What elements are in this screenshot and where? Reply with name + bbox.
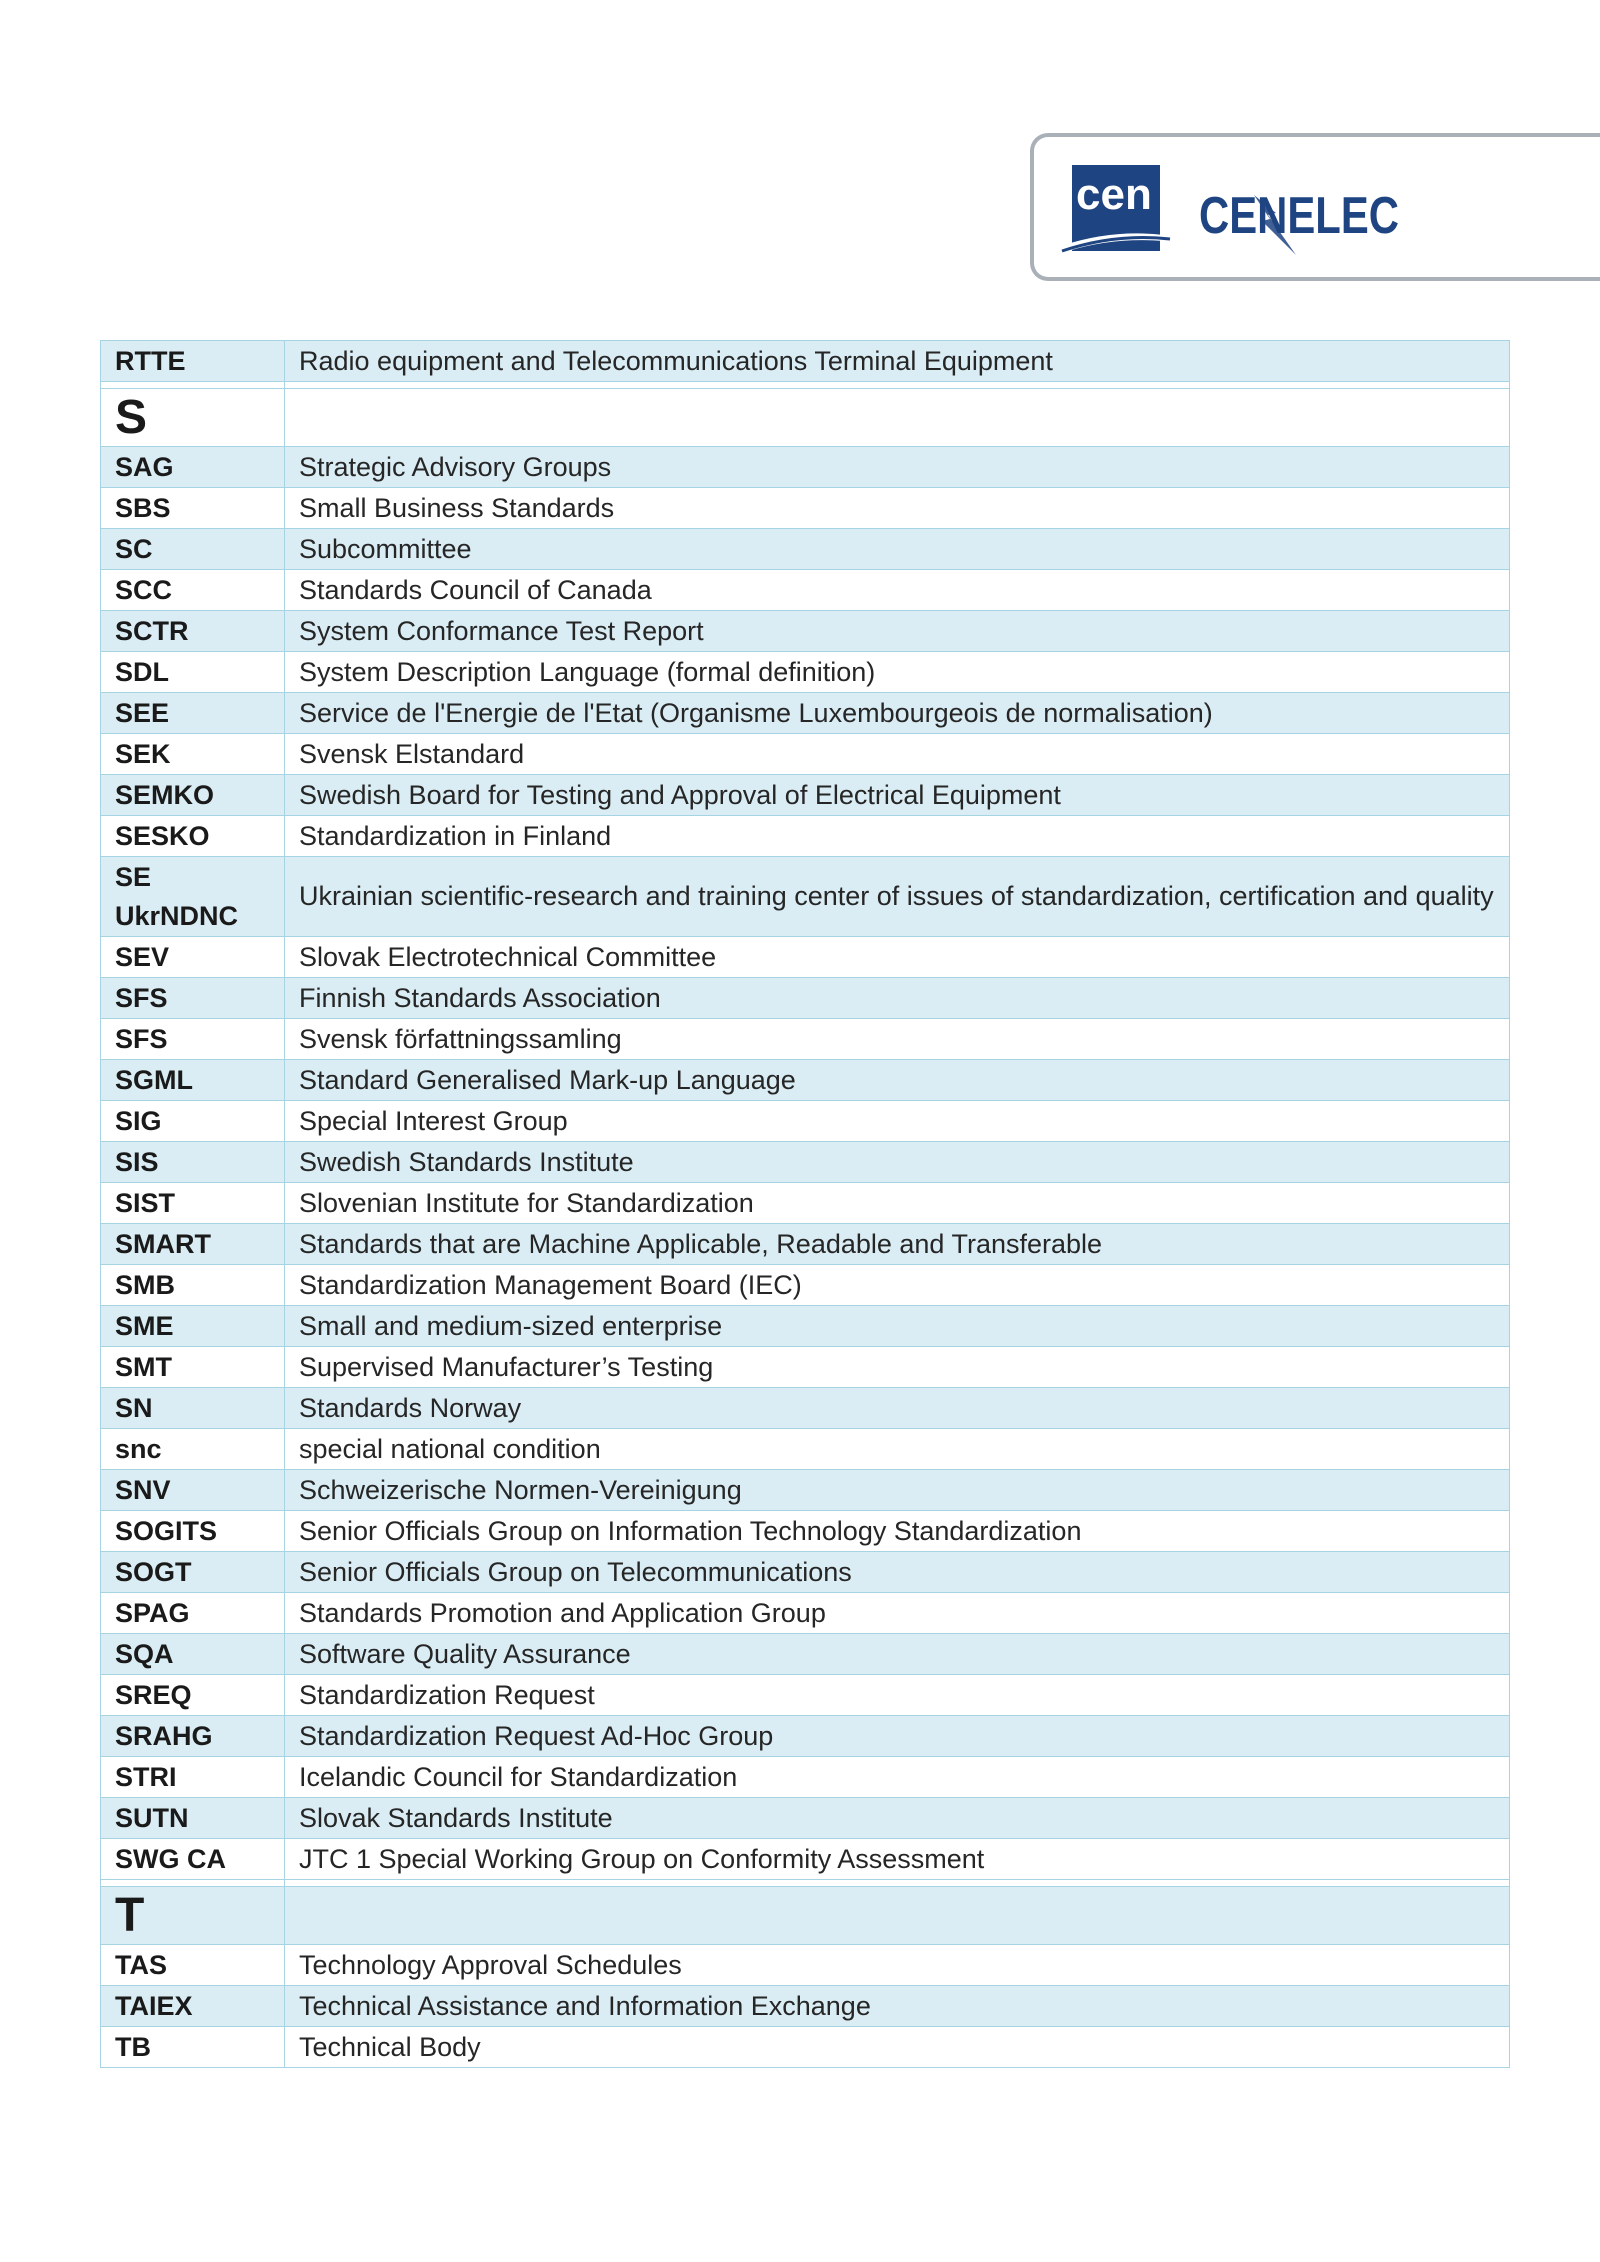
definition-cell: Finnish Standards Association bbox=[285, 978, 1510, 1019]
definition-cell: Radio equipment and Telecommunications Terminal Equipment bbox=[285, 341, 1510, 382]
definition-cell: Small and medium-sized enterprise bbox=[285, 1306, 1510, 1347]
table-row bbox=[101, 1019, 1510, 1060]
definition-cell: Supervised Manufacturer’s Testing bbox=[285, 1347, 1510, 1388]
definition-cell: Strategic Advisory Groups bbox=[285, 447, 1510, 488]
table-row bbox=[101, 775, 1510, 816]
row-divider bbox=[285, 382, 1510, 389]
definition-cell: Senior Officials Group on Telecommunications bbox=[285, 1552, 1510, 1593]
abbreviation-cell: SN bbox=[101, 1388, 285, 1429]
definition-cell: Schweizerische Normen-Vereinigung bbox=[285, 1470, 1510, 1511]
abbreviation-cell: SUTN bbox=[101, 1798, 285, 1839]
table-row bbox=[101, 1388, 1510, 1429]
abbreviation-cell: SIS bbox=[101, 1142, 285, 1183]
definition-cell: Software Quality Assurance bbox=[285, 1634, 1510, 1675]
abbreviation-cell: SIG bbox=[101, 1101, 285, 1142]
definition-cell: Technical Body bbox=[285, 2027, 1510, 2068]
abbreviation-cell: SFS bbox=[101, 1019, 285, 1060]
abbreviation-cell: SEE bbox=[101, 693, 285, 734]
definition-cell: Standards Promotion and Application Group bbox=[285, 1593, 1510, 1634]
table-row bbox=[101, 1634, 1510, 1675]
definition-cell: Standards Council of Canada bbox=[285, 570, 1510, 611]
definition-cell: Service de l'Energie de l'Etat (Organisme Luxembourgeois de normalisation) bbox=[285, 693, 1510, 734]
table-row bbox=[101, 652, 1510, 693]
abbreviation-cell: SGML bbox=[101, 1060, 285, 1101]
table-row bbox=[101, 1060, 1510, 1101]
table-row bbox=[101, 570, 1510, 611]
section-letter-blank bbox=[285, 389, 1510, 447]
definition-cell: Senior Officials Group on Information Technology Standardization bbox=[285, 1511, 1510, 1552]
abbreviation-cell: STRI bbox=[101, 1757, 285, 1798]
definition-cell: Technical Assistance and Information Exchange bbox=[285, 1986, 1510, 2027]
abbreviation-cell: SOGT bbox=[101, 1552, 285, 1593]
abbreviation-cell: SDL bbox=[101, 652, 285, 693]
section-letter-s: S bbox=[101, 389, 285, 447]
abbreviation-cell: SEMKO bbox=[101, 775, 285, 816]
table-row bbox=[101, 1798, 1510, 1839]
definition-cell: JTC 1 Special Working Group on Conformity Assessment bbox=[285, 1839, 1510, 1880]
table-row bbox=[101, 1675, 1510, 1716]
definition-cell: Swedish Board for Testing and Approval of Electrical Equipment bbox=[285, 775, 1510, 816]
definition-cell: Slovenian Institute for Standardization bbox=[285, 1183, 1510, 1224]
definition-cell: Technology Approval Schedules bbox=[285, 1945, 1510, 1986]
cen-cenelec-logo bbox=[1030, 133, 1600, 281]
abbreviation-cell: SFS bbox=[101, 978, 285, 1019]
abbreviation-cell: RTTE bbox=[101, 341, 285, 382]
table-row bbox=[101, 816, 1510, 857]
row-divider bbox=[101, 1880, 285, 1887]
abbreviation-cell: SME bbox=[101, 1306, 285, 1347]
row-divider bbox=[101, 382, 285, 389]
table-row bbox=[101, 1945, 1510, 1986]
definition-cell: Svensk Elstandard bbox=[285, 734, 1510, 775]
definition-cell: Standardization Request Ad-Hoc Group bbox=[285, 1716, 1510, 1757]
abbreviation-cell: SCTR bbox=[101, 611, 285, 652]
table-row bbox=[101, 611, 1510, 652]
definition-cell: Small Business Standards bbox=[285, 488, 1510, 529]
table-row bbox=[101, 693, 1510, 734]
definition-cell: Subcommittee bbox=[285, 529, 1510, 570]
abbreviation-cell: TAS bbox=[101, 1945, 285, 1986]
abbreviation-cell: SIST bbox=[101, 1183, 285, 1224]
table-row bbox=[101, 2027, 1510, 2068]
abbreviation-cell: SMART bbox=[101, 1224, 285, 1265]
table-row bbox=[101, 1593, 1510, 1634]
abbreviation-cell: SE UkrNDNC bbox=[101, 857, 285, 937]
table-row bbox=[101, 1839, 1510, 1880]
definition-cell: System Conformance Test Report bbox=[285, 611, 1510, 652]
abbreviation-cell: SAG bbox=[101, 447, 285, 488]
abbreviation-cell: TB bbox=[101, 2027, 285, 2068]
cen-logo-icon bbox=[1034, 137, 1600, 285]
row-divider bbox=[285, 1880, 1510, 1887]
definition-cell: Special Interest Group bbox=[285, 1101, 1510, 1142]
table-row bbox=[101, 1986, 1510, 2027]
table-row bbox=[101, 1306, 1510, 1347]
table-row bbox=[101, 1429, 1510, 1470]
table-row bbox=[101, 1101, 1510, 1142]
table-row bbox=[101, 978, 1510, 1019]
table-row bbox=[101, 1511, 1510, 1552]
abbreviation-cell: SESKO bbox=[101, 816, 285, 857]
definition-cell: Standardization Management Board (IEC) bbox=[285, 1265, 1510, 1306]
table-row bbox=[101, 734, 1510, 775]
definition-cell: System Description Language (formal definition) bbox=[285, 652, 1510, 693]
table-row bbox=[101, 1757, 1510, 1798]
table-row bbox=[101, 1183, 1510, 1224]
abbreviation-cell: SC bbox=[101, 529, 285, 570]
abbreviation-cell: SEK bbox=[101, 734, 285, 775]
table-row bbox=[101, 1265, 1510, 1306]
section-letter-t: T bbox=[101, 1887, 285, 1945]
abbreviation-cell: SREQ bbox=[101, 1675, 285, 1716]
abbreviation-cell: SBS bbox=[101, 488, 285, 529]
definition-cell: Ukrainian scientific-research and training center of issues of standardization, certification and quality bbox=[285, 857, 1510, 937]
abbreviation-cell: SWG CA bbox=[101, 1839, 285, 1880]
definition-cell: Icelandic Council for Standardization bbox=[285, 1757, 1510, 1798]
glossary-table bbox=[100, 340, 1510, 2068]
abbreviation-cell: SCC bbox=[101, 570, 285, 611]
table-row bbox=[101, 529, 1510, 570]
abbreviation-cell: SMT bbox=[101, 1347, 285, 1388]
definition-cell: Slovak Standards Institute bbox=[285, 1798, 1510, 1839]
table-row bbox=[101, 1224, 1510, 1265]
abbreviation-cell: SRAHG bbox=[101, 1716, 285, 1757]
abbreviation-cell: snc bbox=[101, 1429, 285, 1470]
table-row bbox=[101, 1552, 1510, 1593]
table-row bbox=[101, 1716, 1510, 1757]
abbreviation-cell: SNV bbox=[101, 1470, 285, 1511]
table-row bbox=[101, 1470, 1510, 1511]
table-row bbox=[101, 1347, 1510, 1388]
abbreviation-cell: SPAG bbox=[101, 1593, 285, 1634]
abbreviation-cell: SQA bbox=[101, 1634, 285, 1675]
abbreviation-cell: TAIEX bbox=[101, 1986, 285, 2027]
table-row bbox=[101, 857, 1510, 937]
abbreviation-cell: SOGITS bbox=[101, 1511, 285, 1552]
table-row bbox=[101, 447, 1510, 488]
cenelec-logo-text: CENELEC bbox=[1199, 187, 1399, 245]
definition-cell: Standard Generalised Mark-up Language bbox=[285, 1060, 1510, 1101]
definition-cell: Standards that are Machine Applicable, Readable and Transferable bbox=[285, 1224, 1510, 1265]
section-letter-blank bbox=[285, 1887, 1510, 1945]
cen-logo-text: cen bbox=[1076, 170, 1152, 219]
definition-cell: Standardization in Finland bbox=[285, 816, 1510, 857]
table-row bbox=[101, 488, 1510, 529]
definition-cell: Standardization Request bbox=[285, 1675, 1510, 1716]
definition-cell: Swedish Standards Institute bbox=[285, 1142, 1510, 1183]
definition-cell: Slovak Electrotechnical Committee bbox=[285, 937, 1510, 978]
definition-cell: Svensk författningssamling bbox=[285, 1019, 1510, 1060]
abbreviation-cell: SEV bbox=[101, 937, 285, 978]
table-row bbox=[101, 937, 1510, 978]
abbreviation-cell: SMB bbox=[101, 1265, 285, 1306]
definition-cell: Standards Norway bbox=[285, 1388, 1510, 1429]
definition-cell: special national condition bbox=[285, 1429, 1510, 1470]
table-row bbox=[101, 1142, 1510, 1183]
